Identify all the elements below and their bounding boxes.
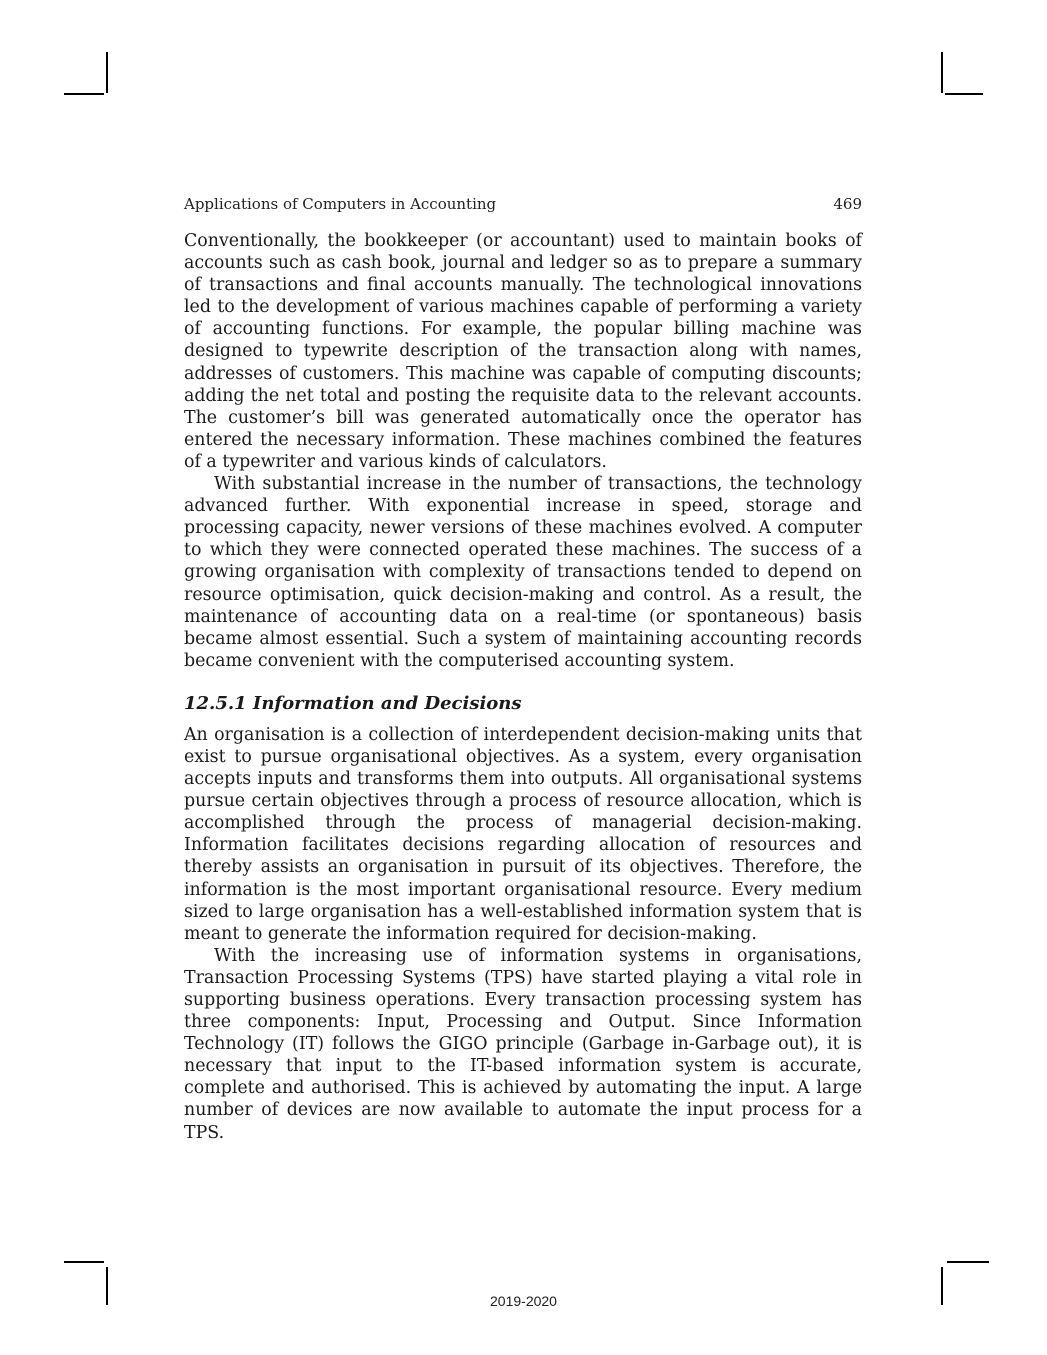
crop-mark-bottom-left-horizontal: [64, 1261, 104, 1263]
crop-mark-top-left-vertical: [106, 52, 108, 93]
crop-mark-bottom-right-horizontal: [947, 1261, 989, 1263]
section-heading: 12.5.1 Information and Decisions: [184, 692, 522, 714]
page-body: [184, 230, 862, 1144]
paragraph-3: An organisation is a collection of interdependent decision-making units that exist to pursue organisational objectives. As a system, every organisation accepts inputs and transforms them into outputs. All organisational systems pursue certain objectives through a process of resource allocation, which is accomplished through the process of managerial decision-making. Information facilitates decisions regarding allocation of resources and thereby assists an organisation in pursuit of its objectives. Therefore, the information is the most important organisational resource. Every medium sized to large organisation has a well-established information system that is meant to generate the information required for decision-making.: [184, 724, 862, 944]
crop-mark-top-left-horizontal: [64, 93, 104, 95]
running-header: [184, 195, 862, 217]
page-number: 469: [833, 195, 862, 213]
running-title: Applications of Computers in Accounting: [184, 195, 497, 213]
crop-mark-top-right-vertical: [941, 52, 943, 93]
paragraph-4: With the increasing use of information systems in organisations, Transaction Processing Systems (TPS) have started playing a vital role in supporting business operations. Every transaction processing system has three components: Input, Processing and Output. Since Information Technology (IT) follows the GIGO principle (Garbage in-Garbage out), it is necessary that input to the IT-based information system is accurate, complete and authorised. This is achieved by automating the input. A large number of devices are now available to automate the input process for a TPS.: [184, 945, 862, 1143]
paragraph-1: Conventionally, the bookkeeper (or accountant) used to maintain books of accounts such as cash book, journal and ledger so as to prepare a summary of transactions and final accounts manually. The technological innovations led to the development of various machines capable of performing a variety of accounting functions. For example, the popular billing machine was designed to typewrite description of the transaction along with names, addresses of customers. This machine was capable of computing discounts; adding the net total and posting the requisite data to the relevant accounts. The customer’s bill was generated automatically once the operator has entered the necessary information. These machines combined the features of a typewriter and various kinds of calculators.: [184, 231, 862, 472]
footer-year: 2019-2020: [490, 1293, 557, 1309]
paragraph-2: With substantial increase in the number of transactions, the technology advanced further. With exponential increase in speed, storage and processing capacity, newer versions of these machines evolved. A computer to which they were connected operated these machines. The success of a growing organisation with complexity of transactions tended to depend on resource optimisation, quick decision-making and control. As a result, the maintenance of accounting data on a real-time (or spontaneous) basis became almost essential. Such a system of maintaining accounting records became convenient with the computerised accounting system.: [184, 474, 862, 671]
crop-mark-top-right-horizontal: [945, 93, 983, 95]
